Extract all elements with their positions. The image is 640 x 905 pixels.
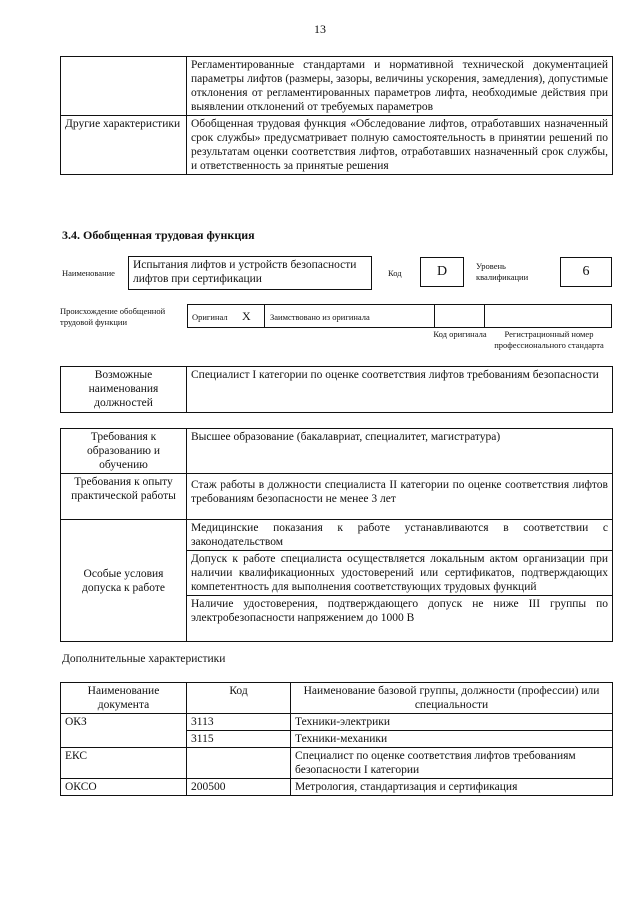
- special-conditions-label: Особые условия допуска к работе: [61, 520, 187, 642]
- experience-label: Требования к опыту практической работы: [61, 474, 187, 520]
- table-row: [61, 57, 613, 116]
- education-label: Требования к образованию и обучению: [61, 429, 187, 474]
- level-value-box: [560, 257, 612, 287]
- borrowed-label: Заимствовано из оригинала: [270, 312, 370, 322]
- access-condition: Допуск к работе специалиста осуществляется локальным актом организации при наличии квалификационных удостоверений или сертификатов, подтверждающих компетентность для выполнения соответствующих трудовых функций: [187, 551, 612, 596]
- positions-value: Специалист I категории по оценке соответствия лифтов требованиям безопасности: [187, 367, 613, 413]
- table-row: [61, 474, 613, 520]
- original-mark: X: [242, 309, 251, 323]
- table-row: ЕКС Специалист по оценке соответствия лифтов требованиям безопасности I категории: [61, 748, 613, 779]
- code-value-box: [420, 257, 464, 287]
- positions-table: [60, 366, 613, 413]
- table-row: [61, 429, 613, 474]
- name-label: Наименование: [62, 268, 115, 278]
- table-row: [61, 116, 613, 175]
- table-row: ОКЗ 3113 Техники-электрики: [61, 714, 613, 731]
- medical-condition: Медицинские показания к работе устанавливаются в соответствии с законодательством: [187, 520, 612, 551]
- name-value-box: [128, 256, 372, 290]
- other-characteristics-text: Обобщенная трудовая функция «Обследование лифтов, отработавших назначенный срок службы» предусматривает полную самостоятельность в принятии решений по результатам оценки соответствия лифтов, отработавших назначенный срок службы, и ответственность за принятые решения: [187, 116, 613, 175]
- code-original-caption: Код оригинала: [433, 329, 487, 339]
- positions-label: Возможные наименования должностей: [61, 367, 187, 413]
- additional-title: Дополнительные характеристики: [62, 653, 226, 665]
- experience-value: Стаж работы в должности специалиста II категории по оценке соответствия лифтов требованиям безопасности не менее 3 лет: [187, 474, 613, 520]
- column-header: Наименование документа: [61, 683, 187, 714]
- level-label: Уровень квалификации: [476, 261, 529, 282]
- table-row: 3115 Техники-механики: [61, 731, 613, 748]
- table-row: [61, 520, 613, 642]
- top-table: [60, 56, 613, 175]
- additional-table: [60, 682, 613, 796]
- page-number: 13: [314, 22, 326, 36]
- other-characteristics-label: Другие характеристики: [61, 116, 187, 175]
- origin-label: Происхождение обобщенной трудовой функции: [60, 306, 166, 327]
- table-row: [61, 367, 613, 413]
- electrical-safety-condition: Наличие удостоверения, подтверждающего допуск не ниже III группы по электробезопасности напряжением до 1000 В: [191, 598, 608, 624]
- original-label: Оригинал: [192, 312, 228, 322]
- code-label: Код: [388, 268, 402, 278]
- name-value: Испытания лифтов и устройств безопасности лифтов при сертификации: [133, 259, 357, 285]
- code-value: D: [436, 264, 448, 279]
- table-row: [61, 683, 613, 714]
- section-title: 3.4. Обобщенная трудовая функция: [62, 228, 255, 242]
- education-value: Высшее образование (бакалавриат, специалитет, магистратура): [187, 429, 613, 474]
- reg-number-caption: Регистрационный номер профессионального стандарта: [494, 329, 604, 350]
- column-header: Наименование базовой группы, должности (профессии) или специальности: [291, 683, 613, 714]
- level-value: 6: [582, 264, 590, 279]
- column-header: Код: [187, 683, 291, 714]
- table-row: ОКСО 200500 Метрология, стандартизация и сертификация: [61, 779, 613, 796]
- regulated-params-text: Регламентированные стандартами и нормативной технической документацией параметры лифтов (размеры, зазоры, величины ускорения, замедления), допустимые отклонения от регламентированных параметров лифта, необходимые действия при выявлении отклонений от требуемых параметров: [187, 57, 613, 116]
- requirements-table: [60, 428, 613, 642]
